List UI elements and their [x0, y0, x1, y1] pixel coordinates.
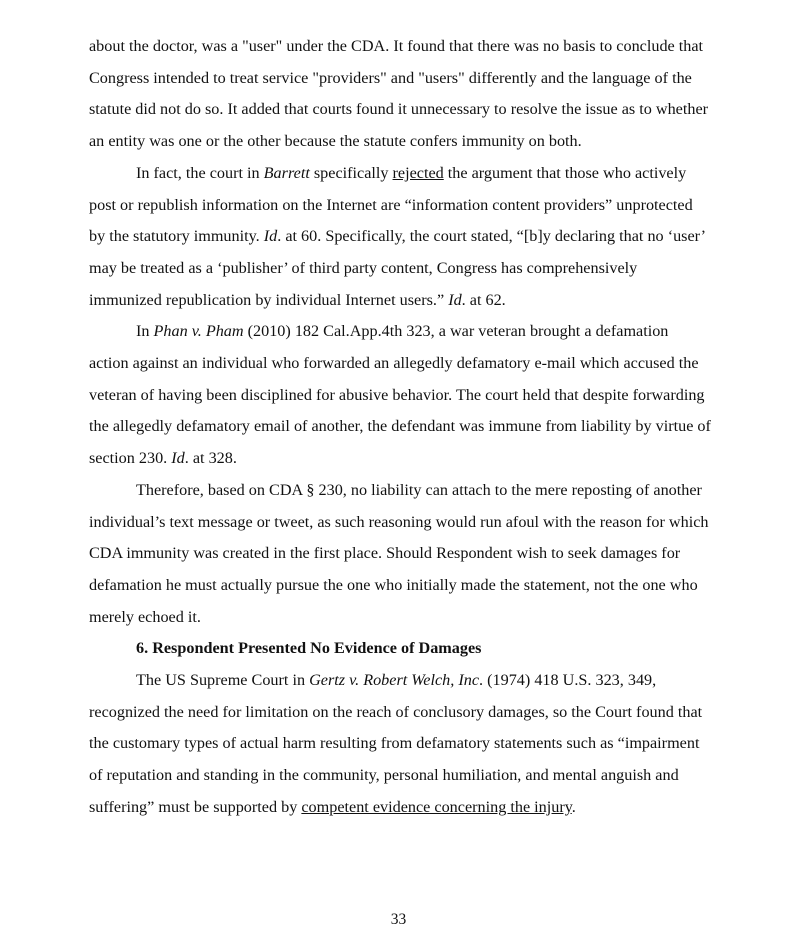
text-segment: . at 328.: [184, 449, 237, 468]
text-segment: about the doctor, was a "user" under the CDA. It found that there was no basis to conclude that Congress intended to treat service "providers" and "users" differently and the language of the statute did not do so. It added that courts found it unnecessary to resolve the issue as to whether an entity was one or the other because the statute confers immunity on both.: [89, 37, 709, 151]
case-name: Barrett: [263, 163, 310, 182]
paragraph-1: [89, 31, 711, 158]
section-heading: [89, 633, 711, 665]
text-segment: (2010) 182 Cal.App.4th 323, a war veteran brought a defamation action against an individual who forwarded an allegedly defamatory e-mail which accused the veteran of having been disciplined for abusive behavior. The court held that despite forwarding the allegedly defamatory email of another, the defendant was immune from liability by virtue of section 230.: [89, 322, 711, 468]
text-segment: the argument that those who actively post or republish information on the Internet are “information content providers” unprotected by the statutory immunity.: [89, 163, 693, 246]
citation-id: Id: [171, 449, 185, 468]
text-segment: Therefore, based on CDA § 230, no liability can attach to the mere reposting of another individual’s text message or tweet, as such reasoning would run afoul with the reason for which CDA immunity was created in the first place. Should Respondent wish to seek damages for defamation he must actually pursue the one who initially made the statement, not the one who merely echoed it.: [89, 480, 709, 626]
text-segment: . (1974) 418 U.S. 323, 349, recognized the need for limitation on the reach of conclusory damages, so the Court found that the customary types of actual harm resulting from defamatory statements such as “impairment of reputation and standing in the community, personal humiliation, and mental anguish and suffering” must be supported by: [89, 671, 703, 816]
emphasis-underline: rejected: [392, 163, 444, 182]
body-text: [89, 31, 711, 824]
emphasis-underline: competent evidence concerning the injury: [301, 797, 572, 816]
text-segment: . at 62.: [461, 290, 506, 309]
text-segment: The US Supreme Court in: [136, 671, 310, 690]
page-number: 33: [390, 911, 407, 928]
paragraph-5: [89, 665, 711, 824]
text-segment: In fact, the court in: [136, 163, 264, 182]
text-segment: In: [136, 322, 154, 341]
paragraph-2: [89, 158, 711, 317]
case-name: Phan v. Pham: [153, 322, 244, 341]
paragraph-3: [89, 316, 711, 475]
citation-id: Id: [263, 227, 278, 246]
text-segment: .: [571, 797, 576, 816]
paragraph-4: [89, 475, 711, 634]
heading-text: 6. Respondent Presented No Evidence of Damages: [136, 639, 482, 658]
citation-id: Id: [448, 290, 462, 309]
case-name: Gertz v. Robert Welch, Inc: [309, 671, 480, 690]
text-segment: specifically: [309, 163, 393, 182]
text-segment: . at 60. Specifically, the court stated, “[b]y declaring that no ‘user’ may be treated as a ‘publisher’ of third party content, Congress has comprehensively immunized republication by individual Internet users.”: [89, 227, 705, 309]
